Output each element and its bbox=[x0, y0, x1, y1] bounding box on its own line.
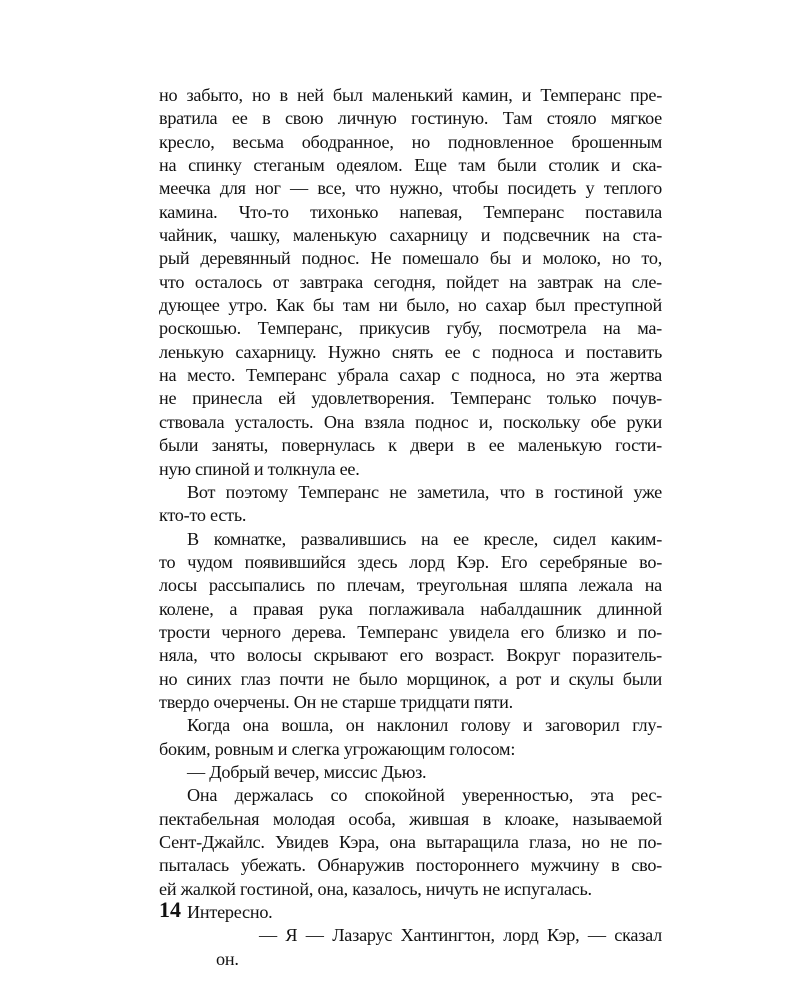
text-line: ствовала усталость. Она взяла поднос и, поскольку обе руки bbox=[159, 411, 662, 432]
text-line: рый деревянный поднос. Не помешало бы и молоко, но то, bbox=[159, 248, 662, 269]
text-line: на спинку стеганым одеялом. Еще там были столик и ска- bbox=[159, 155, 662, 176]
page-number: 14 bbox=[159, 897, 181, 922]
text-line: ную спиной и толкнула ее. bbox=[159, 458, 360, 479]
text-line: ей жалкой гостиной, она, казалось, ничуть не испугалась. bbox=[159, 878, 592, 899]
body-text bbox=[159, 84, 662, 971]
text-line: не принесла ей удовлетворения. Темперанс только почув- bbox=[159, 388, 662, 409]
text-line: дующее утро. Как бы там ни было, но сахар был преступной bbox=[159, 295, 662, 316]
text-line: но синих глаз почти не было морщинок, а рот и скулы были bbox=[159, 668, 662, 689]
text-line: он. bbox=[216, 948, 239, 969]
text-line: няла, что волосы скрывают его возраст. Вокруг поразитель- bbox=[159, 645, 662, 666]
text-line: колене, а правая рука поглаживала набалдашник длинной bbox=[159, 598, 662, 619]
text-line: боким, ровным и слегка угрожающим голосом: bbox=[159, 738, 516, 759]
text-line: Она держалась со спокойной уверенностью, эта рес- bbox=[187, 785, 662, 806]
text-line: камина. Что-то тихонько напевая, Темперанс поставила bbox=[159, 201, 662, 222]
text-line: на место. Темперанс убрала сахар с подноса, но эта жертва bbox=[159, 365, 662, 386]
text-line: ленькую сахарницу. Нужно снять ее с подноса и поставить bbox=[159, 341, 662, 362]
text-line: — Добрый вечер, миссис Дьюз. bbox=[187, 761, 427, 782]
text-line: Сент-Джайлс. Увидев Кэра, она вытаращила глаза, но не по- bbox=[159, 832, 662, 852]
text-line: но забыто, но в ней был маленький камин, и Темперанс пре- bbox=[159, 85, 662, 105]
text-line: кресло, весьма ободранное, но подновленное брошенным bbox=[159, 131, 662, 152]
text-line: роскошью. Темперанс, прикусив губу, посмотрела на ма- bbox=[159, 318, 662, 339]
text-line: пыталась убежать. Обнаружив постороннего мужчину в сво- bbox=[159, 855, 662, 876]
text-line: трости черного дерева. Темперанс увидела его близко и по- bbox=[159, 621, 662, 642]
text-line: Интересно. bbox=[187, 902, 273, 923]
text-line: то чудом появившийся здесь лорд Кэр. Его серебряные во- bbox=[159, 551, 662, 572]
text-line: были заняты, повернулась к двери в ее маленькую гости- bbox=[159, 435, 662, 456]
text-line: пектабельная молодая особа, жившая в клоаке, называемой bbox=[159, 808, 662, 829]
text-line: кто-то есть. bbox=[159, 505, 247, 526]
text-line: — Я — Лазарус Хантингтон, лорд Кэр, — сказал bbox=[259, 925, 662, 946]
text-line: вратила ее в свою личную гостиную. Там стояло мягкое bbox=[159, 108, 662, 129]
text-line: Вот поэтому Темперанс не заметила, что в гостиной уже bbox=[187, 481, 662, 502]
text-line: Когда она вошла, он наклонил голову и заговорил глу- bbox=[187, 715, 662, 736]
text-line: чайник, чашку, маленькую сахарницу и подсвечник на ста- bbox=[159, 225, 662, 246]
text-line: меечка для ног — все, что нужно, чтобы посидеть у теплого bbox=[159, 178, 662, 199]
text-line: лосы рассыпались по плечам, треугольная шляпа лежала на bbox=[159, 575, 662, 596]
text-line: что осталось от завтрака сегодня, пойдет на завтрак на сле- bbox=[159, 271, 662, 292]
text-line: В комнатке, развалившись на ее кресле, сидел каким- bbox=[187, 528, 662, 549]
text-line: твердо очерчены. Он не старше тридцати пяти. bbox=[159, 691, 513, 712]
